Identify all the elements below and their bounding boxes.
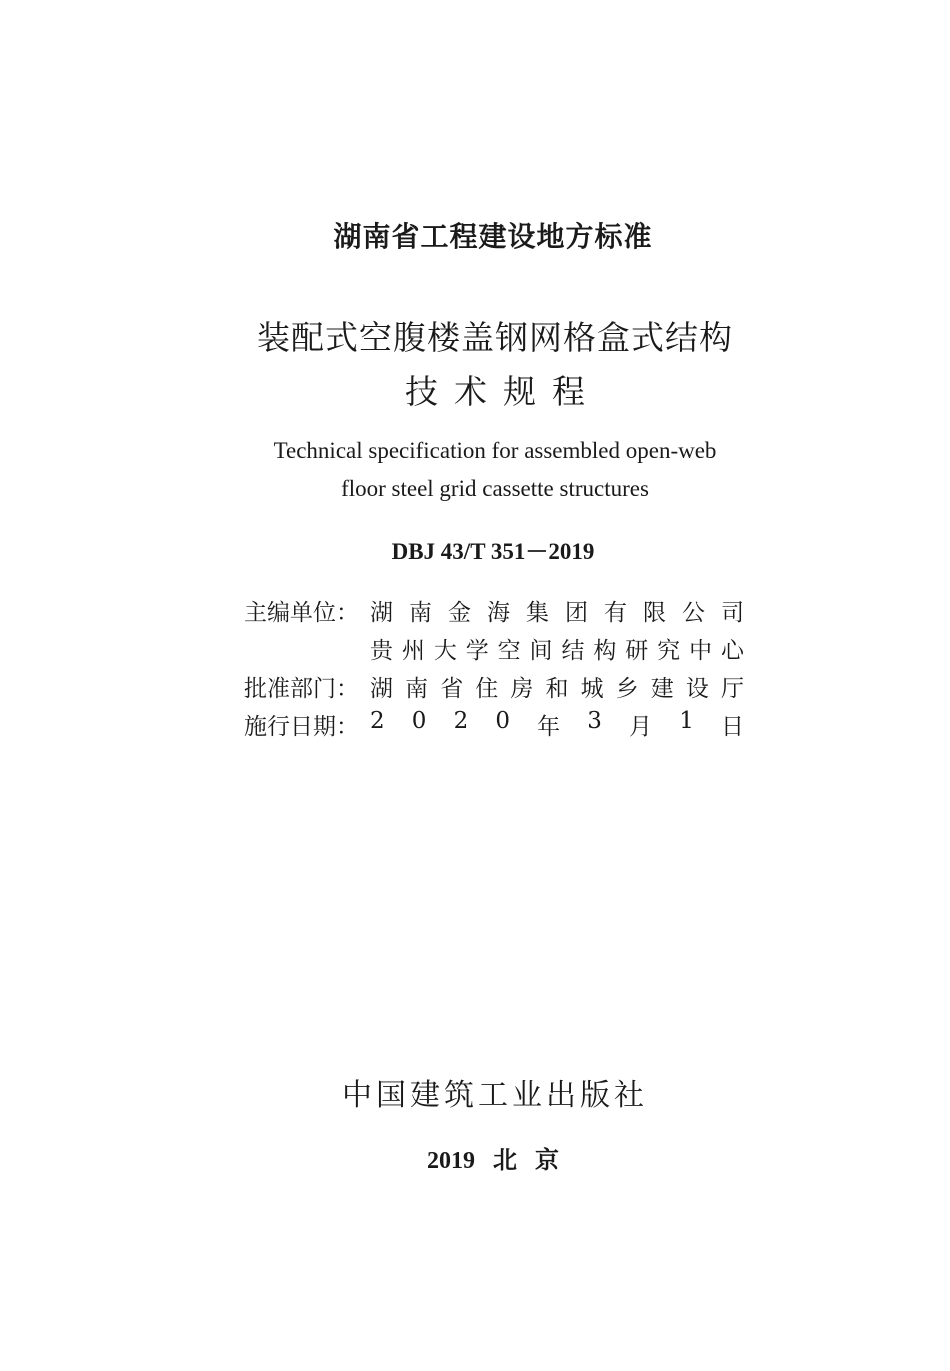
editor-value-2: 贵 州 大 学 空 间 结 构 研 究 中 心: [370, 638, 744, 664]
editor-row: [244, 594, 744, 624]
title-english: [20, 432, 950, 508]
approver-row: [244, 670, 744, 700]
title-chinese-line-2: 技术规程: [405, 372, 601, 411]
effective-date-row: [244, 708, 744, 738]
title-english-line-1: Technical specification for assembled open-web: [273, 438, 717, 463]
editor-label: 主编单位：: [244, 600, 359, 626]
publication-year-place: 2019 北 京: [427, 1148, 559, 1174]
standard-code: DBJ 43/T 351－2019: [391, 539, 595, 564]
title-chinese-line-1: 装配式空腹楼盖钢网格盒式结构: [257, 318, 733, 357]
effective-date-label: 施行日期：: [244, 714, 359, 740]
editor-value-1: 湖 南 金 海 集 团 有 限 公 司: [370, 600, 744, 626]
editor-row-2: [244, 632, 744, 662]
effective-date-value: 2 0 2 0 年 3 月 1 日: [370, 708, 744, 740]
publisher-name: 中国建筑工业出版社: [342, 1078, 648, 1113]
approver-value: 湖 南 省 住 房 和 城 乡 建 设 厅: [370, 676, 744, 702]
approver-label: 批准部门：: [244, 676, 359, 702]
issuer-heading: 湖南省工程建设地方标准: [333, 220, 653, 253]
title-english-line-2: floor steel grid cassette structures: [341, 476, 649, 501]
